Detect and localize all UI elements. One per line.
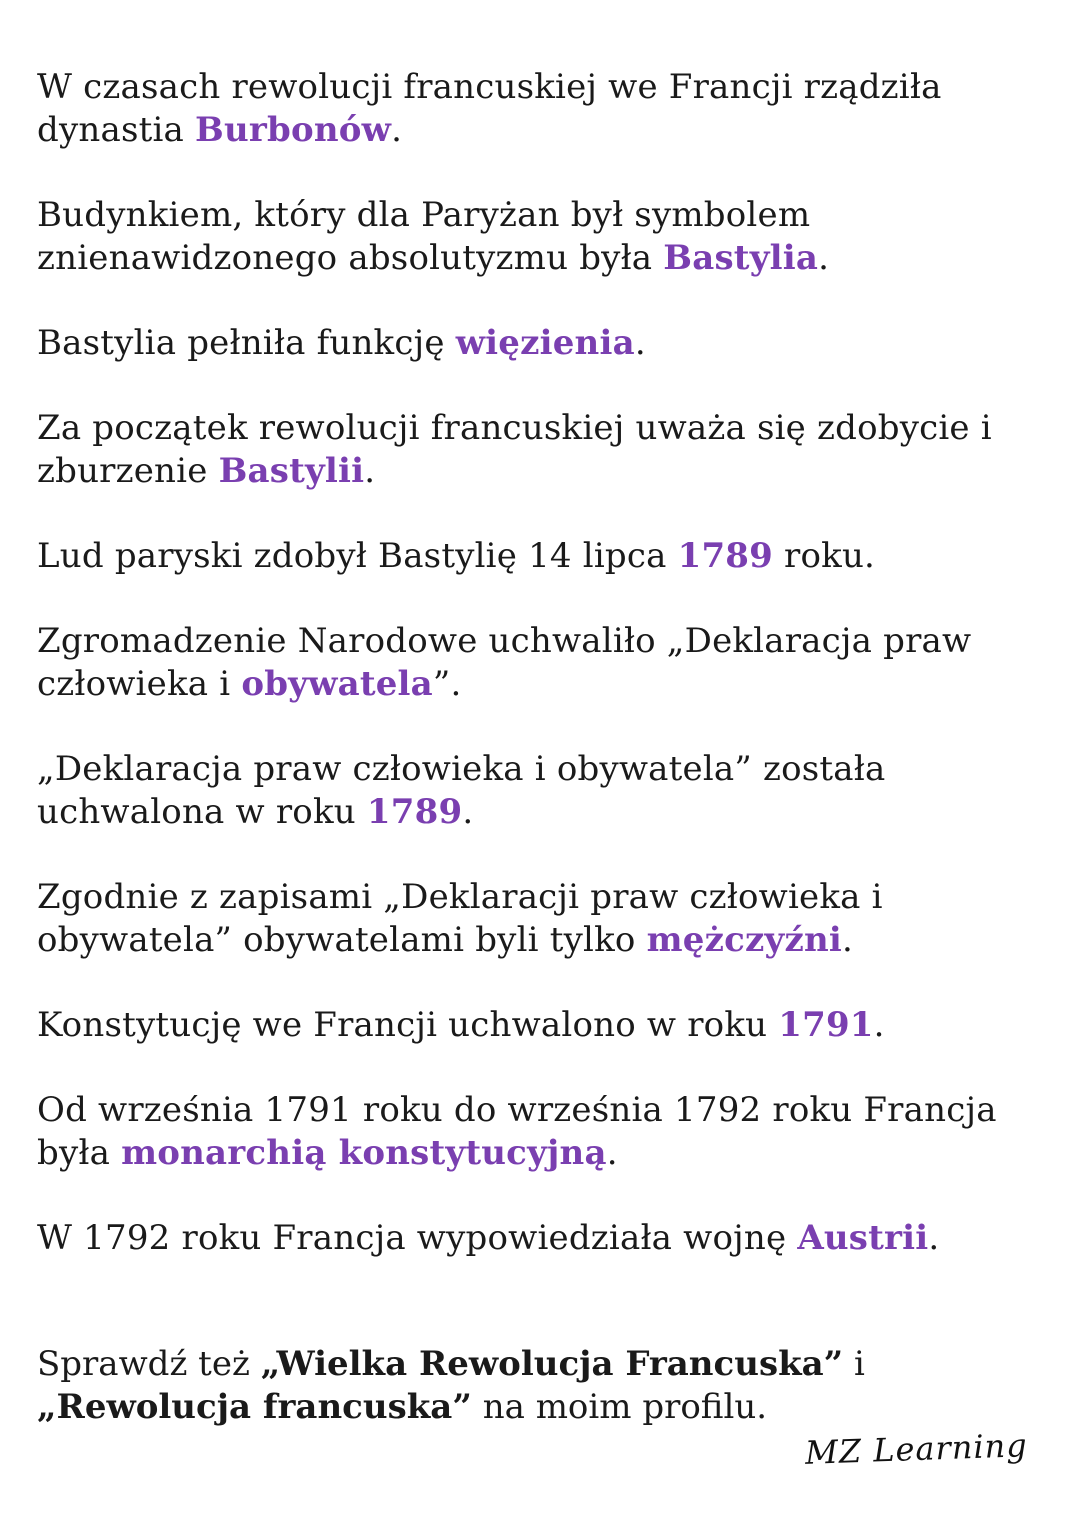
paragraph [37, 194, 1047, 280]
highlighted-term: mężczyźni [646, 920, 842, 960]
paragraph [37, 1217, 1047, 1260]
paragraph [37, 66, 1047, 152]
highlighted-term: więzienia [455, 323, 635, 363]
paragraph [37, 748, 1047, 834]
footer-text-2: i [843, 1344, 865, 1384]
paragraph-list [37, 66, 1047, 1260]
highlighted-term: Bastylia [663, 238, 819, 278]
paragraph [37, 1004, 1047, 1047]
paragraph-text: . [842, 920, 854, 960]
paragraph-text: Bastylia pełniła funkcję [37, 323, 456, 363]
paragraph-text: W czasach rewolucji francuskiej we Francji rządziła dynastia [37, 67, 942, 150]
paragraph [37, 322, 1047, 365]
footer-title-1: „Wielka Rewolucja Francuska” [260, 1344, 844, 1384]
document-body [37, 66, 1047, 1302]
paragraph [37, 620, 1047, 706]
paragraph-text: . [873, 1005, 885, 1045]
paragraph-text: Za początek rewolucji francuskiej uważa się zdobycie i zburzenie [37, 408, 992, 491]
paragraph-text: Lud paryski zdobył Bastylię 14 lipca [37, 536, 678, 576]
paragraph-text: . [606, 1133, 618, 1173]
paragraph-text: Konstytucję we Francji uchwalono w roku [37, 1005, 779, 1045]
highlighted-term: monarchią konstytucyjną [121, 1133, 607, 1173]
paragraph-text: Zgodnie z zapisami „Deklaracji praw człowieka i obywatela” obywatelami byli tylko [37, 877, 883, 960]
paragraph-text: . [391, 110, 403, 150]
paragraph-text: Od września 1791 roku do września 1792 roku Francja była [37, 1090, 997, 1173]
paragraph [37, 1089, 1047, 1175]
paragraph-text: Budynkiem, który dla Paryżan był symbolem znienawidzonego absolutyzmu była [37, 195, 811, 278]
signature: MZ Learning [804, 1426, 1029, 1472]
paragraph-text: . [364, 451, 376, 491]
paragraph [37, 535, 1047, 578]
highlighted-term: 1789 [677, 536, 774, 576]
paragraph-text: . [928, 1218, 940, 1258]
paragraph-text: . [634, 323, 646, 363]
highlighted-term: Bastylii [218, 451, 365, 491]
highlighted-term: obywatela [241, 664, 433, 704]
paragraph-text: Zgromadzenie Narodowe uchwaliło „Deklaracja praw człowieka i [37, 621, 972, 704]
paragraph-text: ”. [432, 664, 462, 704]
paragraph-text: W 1792 roku Francja wypowiedziała wojnę [37, 1218, 798, 1258]
highlighted-term: 1791 [778, 1005, 874, 1045]
paragraph-text: . [818, 238, 830, 278]
paragraph-text: „Deklaracja praw człowieka i obywatela” została uchwalona w roku [37, 749, 886, 832]
footer-text-1: Sprawdź też [37, 1344, 261, 1384]
highlighted-term: Austrii [797, 1218, 929, 1258]
paragraph [37, 876, 1047, 962]
paragraph-text: . [462, 792, 474, 832]
paragraph-text: roku. [773, 536, 876, 576]
highlighted-term: Burbonów [195, 110, 392, 150]
footer-note [37, 1343, 1047, 1429]
highlighted-term: 1789 [366, 792, 463, 832]
footer-text-3: na moim profilu. [471, 1387, 768, 1427]
paragraph [37, 407, 1047, 493]
footer-title-2: „Rewolucja francuska” [37, 1387, 472, 1427]
